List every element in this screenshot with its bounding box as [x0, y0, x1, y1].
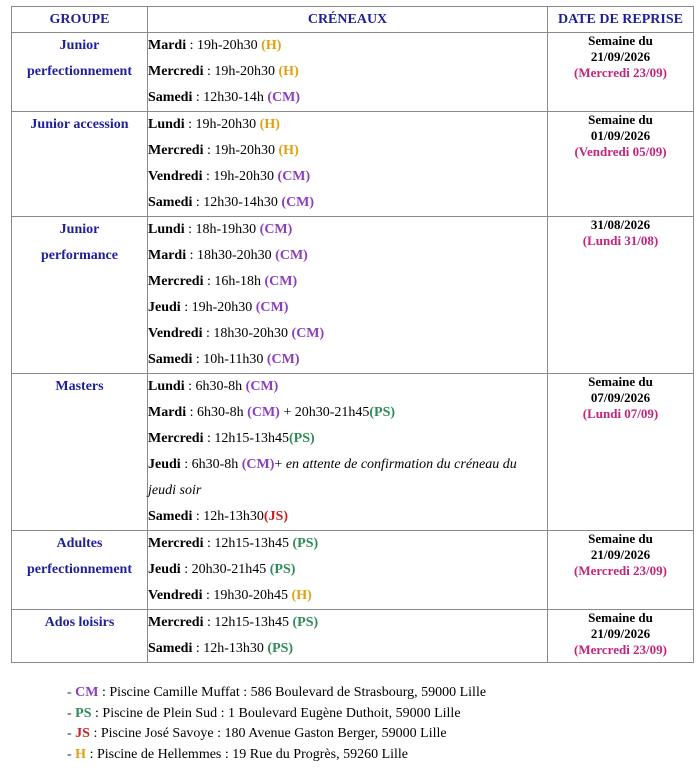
pool-code: (H) [278, 64, 299, 79]
slot-line [148, 217, 547, 243]
slot-line [148, 583, 547, 609]
slot-day: Mardi [148, 405, 187, 420]
slot-day: Mercredi [148, 431, 204, 446]
slot-time: : 10h-11h30 [192, 352, 267, 367]
slots-cell [148, 610, 548, 663]
slot-day: Jeudi [148, 562, 181, 577]
header-slots: CRÉNEAUX [148, 7, 548, 33]
slot-time: : 18h30-20h30 [186, 248, 276, 263]
legend-code: CM [75, 685, 99, 700]
pool-code: (CM) [264, 274, 298, 289]
resume-cell [548, 217, 694, 374]
slot-time: : 20h30-21h45 [180, 562, 270, 577]
group-cell [12, 217, 148, 374]
legend-item [67, 745, 486, 766]
resume-date: 31/08/2026 [590, 217, 651, 232]
group-cell [12, 374, 148, 531]
pool-code: (PS) [267, 641, 294, 656]
schedule-table [11, 6, 694, 663]
slot-line [148, 557, 547, 583]
resume-cell [548, 33, 694, 112]
slot-day: Mardi [148, 38, 187, 53]
legend-item [67, 683, 486, 704]
pool-code: (PS) [369, 405, 396, 420]
pool-code: (CM) [267, 90, 301, 105]
slot-line [148, 610, 547, 636]
legend-dash: - [67, 746, 76, 762]
legend-text: : Piscine José Savoye : 180 Avenue Gaston Berger, 59000 Lille [89, 726, 447, 741]
slot-line [148, 452, 547, 504]
header-row [12, 7, 694, 33]
slot-line [148, 636, 547, 662]
pool-code: (CM) [247, 405, 280, 420]
slot-time: : 6h30-8h [180, 457, 242, 472]
legend-dash: - [67, 726, 76, 741]
group-name-line: Junior [59, 222, 100, 237]
slot-time: : 19h30-20h45 [202, 588, 292, 603]
resume-date: 07/09/2026 [590, 390, 651, 405]
slot-time: : 12h15-13h45 [203, 431, 290, 446]
resume-cell [548, 374, 694, 531]
pool-code: (H) [278, 143, 299, 158]
group-cell [12, 112, 148, 217]
resume-cell [548, 112, 694, 217]
slot-time: : 18h30-20h30 [202, 326, 292, 341]
slot-line [148, 138, 547, 164]
slot-time: : 12h30-14h [192, 90, 268, 105]
resume-week-label: Semaine du [588, 33, 653, 48]
slot-day: Jeudi [148, 457, 181, 472]
slot-day: Mercredi [148, 615, 204, 630]
slot-time: : 19h-20h30 [203, 64, 279, 79]
pool-code: (H) [291, 588, 312, 603]
slot-time: : 12h15-13h45 [203, 615, 293, 630]
slot-line [148, 59, 547, 85]
header-resume: DATE DE REPRISE [548, 7, 694, 33]
slot-day: Samedi [148, 90, 193, 105]
group-cell [12, 531, 148, 610]
slot-day: Mercredi [148, 64, 204, 79]
pool-code: (CM) [277, 169, 311, 184]
slot-day: Jeudi [148, 300, 181, 315]
legend-item [67, 724, 486, 745]
group-name-line: Junior [59, 38, 100, 53]
legend-dash: - [67, 705, 76, 721]
slot-line [148, 33, 547, 59]
slot-day: Vendredi [148, 326, 203, 341]
slot-time: : 19h-20h30 [202, 169, 278, 184]
slot-time: : 6h30-8h [184, 379, 246, 394]
group-cell [12, 610, 148, 663]
slot-line [148, 295, 547, 321]
group-name-line: Adultes [56, 536, 103, 551]
group-name-line: perfectionnement [27, 562, 132, 577]
slot-line [148, 400, 547, 426]
resume-date: 21/09/2026 [590, 626, 651, 641]
slot-time: : 18h-19h30 [184, 222, 260, 237]
group-name-line: Masters [55, 379, 104, 394]
slot-plus: + [274, 457, 286, 472]
schedule-row [12, 531, 694, 610]
slot-line [148, 426, 547, 452]
group-name-line: perfectionnement [27, 64, 132, 79]
pool-code: (JS) [263, 509, 289, 524]
slots-cell [148, 217, 548, 374]
pool-code: (PS) [289, 431, 315, 446]
slot-day: Samedi [148, 641, 193, 656]
resume-date: 21/09/2026 [590, 547, 651, 562]
schedule-row [12, 112, 694, 217]
group-name-line: performance [41, 248, 118, 263]
schedule-row [12, 33, 694, 112]
slot-time: : 12h-13h30 [192, 509, 264, 524]
slot-day: Mercredi [148, 536, 204, 551]
resume-day: (Lundi 31/08) [582, 233, 659, 248]
group-name-line: Junior accession [30, 117, 129, 132]
legend-code: H [75, 746, 87, 762]
schedule-row [12, 217, 694, 374]
slot-line [148, 243, 547, 269]
slot-day: Lundi [148, 379, 185, 394]
slot-line [148, 374, 547, 400]
resume-week-label: Semaine du [588, 374, 653, 389]
slot-line [148, 321, 547, 347]
slot-day: Lundi [148, 117, 185, 132]
pool-code: (CM) [241, 457, 275, 472]
resume-week-label: Semaine du [588, 531, 653, 546]
slot-note: en attente de confirmation du créneau du jeudi soir [148, 457, 517, 498]
slot-time: : 19h-20h30 [203, 143, 279, 158]
schedule-row [12, 374, 694, 531]
resume-week-label: Semaine du [588, 610, 653, 625]
resume-cell [548, 610, 694, 663]
header-group: GROUPE [12, 7, 148, 33]
slot-day: Samedi [148, 509, 193, 524]
pool-legend [67, 683, 486, 765]
slot-line [148, 347, 547, 373]
slot-line [148, 269, 547, 295]
pool-code: (PS) [269, 562, 296, 577]
resume-date: 21/09/2026 [590, 49, 651, 64]
pool-code: (CM) [281, 195, 315, 210]
pool-code: (PS) [292, 536, 319, 551]
legend-text: : Piscine de Hellemmes : 19 Rue du Progrès, 59260 Lille [86, 746, 409, 762]
slot-line [148, 85, 547, 111]
slots-cell [148, 374, 548, 531]
legend-code: JS [75, 726, 90, 741]
slot-line [148, 531, 547, 557]
slot-time: : 12h30-14h30 [192, 195, 282, 210]
resume-cell [548, 531, 694, 610]
slot-time: : 19h-20h30 [186, 38, 262, 53]
pool-code: (PS) [292, 615, 319, 630]
slot-day: Lundi [148, 222, 185, 237]
resume-date: 01/09/2026 [590, 128, 651, 143]
slot-day: Mercredi [148, 274, 204, 289]
slot-line [148, 190, 547, 216]
slot-time: : 19h-20h30 [184, 117, 260, 132]
pool-code: (CM) [266, 352, 300, 367]
slots-cell [148, 33, 548, 112]
slot-time: : 6h30-8h [186, 405, 248, 420]
legend-text: : Piscine Camille Muffat : 586 Boulevard de Strasbourg, 59000 Lille [98, 685, 487, 700]
resume-day: (Vendredi 05/09) [574, 144, 667, 159]
slots-cell [148, 531, 548, 610]
resume-day: (Mercredi 23/09) [573, 563, 667, 578]
legend-item [67, 704, 486, 725]
slot-time-extra: + 20h30-21h45 [279, 405, 370, 420]
slot-time: : 12h-13h30 [192, 641, 268, 656]
slot-line [148, 504, 547, 530]
pool-code: (CM) [245, 379, 279, 394]
pool-code: (H) [261, 38, 282, 53]
resume-day: (Lundi 07/09) [582, 406, 659, 421]
legend-dash: - [67, 685, 76, 700]
slot-time: : 19h-20h30 [180, 300, 256, 315]
slot-time: : 16h-18h [203, 274, 265, 289]
slot-time: : 12h15-13h45 [203, 536, 293, 551]
resume-day: (Mercredi 23/09) [573, 642, 667, 657]
pool-code: (H) [259, 117, 280, 132]
resume-week-label: Semaine du [588, 112, 653, 127]
slot-day: Mardi [148, 248, 187, 263]
slots-cell [148, 112, 548, 217]
slot-day: Samedi [148, 352, 193, 367]
legend-text: : Piscine de Plein Sud : 1 Boulevard Eugène Duthoit, 59000 Lille [91, 705, 461, 721]
slot-day: Mercredi [148, 143, 204, 158]
pool-code: (CM) [259, 222, 293, 237]
slot-line [148, 164, 547, 190]
slot-day: Vendredi [148, 588, 203, 603]
group-name-line: Ados loisirs [44, 615, 115, 630]
pool-code: (CM) [291, 326, 325, 341]
pool-code: (CM) [255, 300, 289, 315]
slot-line [148, 112, 547, 138]
legend-code: PS [75, 705, 92, 721]
resume-day: (Mercredi 23/09) [573, 65, 667, 80]
group-cell [12, 33, 148, 112]
pool-code: (CM) [275, 248, 308, 263]
schedule-row [12, 610, 694, 663]
slot-day: Vendredi [148, 169, 203, 184]
slot-day: Samedi [148, 195, 193, 210]
